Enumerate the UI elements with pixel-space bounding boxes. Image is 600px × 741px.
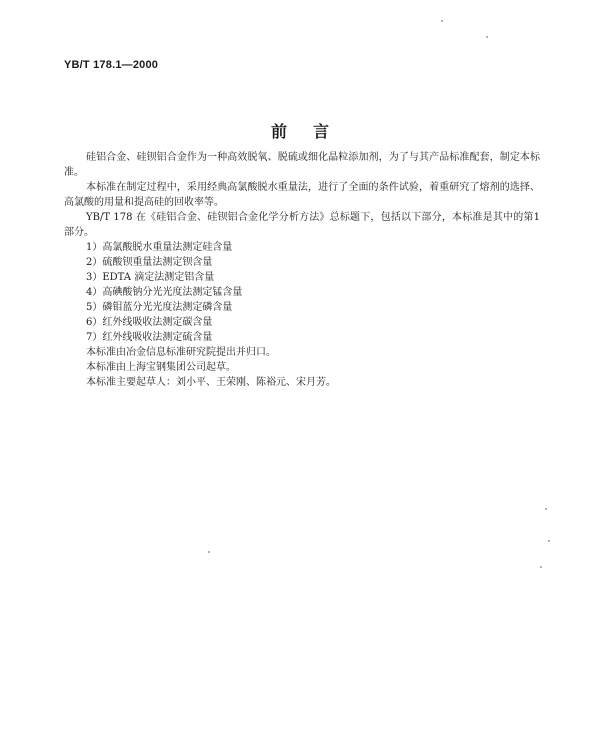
paragraph-drafter: 本标准由上海宝钢集团公司起草。: [86, 362, 236, 373]
paragraph-authors: 本标准主要起草人：刘小平、王荣刚、陈裕元、宋月芳。: [86, 377, 336, 388]
list-item: 1）高氯酸脱水重量法测定硅含量: [86, 242, 233, 253]
list-item: 5）磷钼蓝分光光度法测定磷含量: [86, 302, 233, 313]
scan-speck: [545, 508, 547, 510]
page-title: 前言: [270, 122, 355, 141]
paragraph-scope: YB/T 178 在《硅铝合金、硅钡铝合金化学分析方法》总标题下，包括以下部分，本标准是其中的第1部分。: [64, 212, 540, 238]
paragraph-proposer: 本标准由冶金信息标准研究院提出并归口。: [86, 347, 276, 358]
standard-number: YB/T 178.1—2000: [64, 59, 159, 71]
list-item: 4）高碘酸钠分光光度法测定锰含量: [86, 287, 243, 298]
scan-speck: [486, 36, 488, 38]
scan-speck: [441, 20, 443, 22]
parts-list: [64, 240, 540, 345]
paragraph-purpose: 硅铝合金、硅钡铝合金作为一种高效脱氧、脱硫或细化晶粒添加剂，为了与其产品标准配套，制定本标准。: [64, 152, 540, 178]
paragraph-method: 本标准在制定过程中，采用经典高氯酸脱水重量法，进行了全面的条件试验，着重研究了熔剂的选择、高氯酸的用量和提高硅的回收率等。: [64, 182, 540, 208]
list-item: 3）EDTA 滴定法测定铝含量: [86, 272, 215, 283]
list-item: 7）红外线吸收法测定硫含量: [86, 332, 213, 343]
scan-speck: [548, 540, 550, 542]
list-item: 6）红外线吸收法测定碳含量: [86, 317, 213, 328]
scan-speck: [208, 551, 210, 553]
list-item: 2）硫酸钡重量法测定钡含量: [86, 257, 213, 268]
scan-speck: [540, 566, 542, 568]
document-body: [64, 150, 540, 390]
